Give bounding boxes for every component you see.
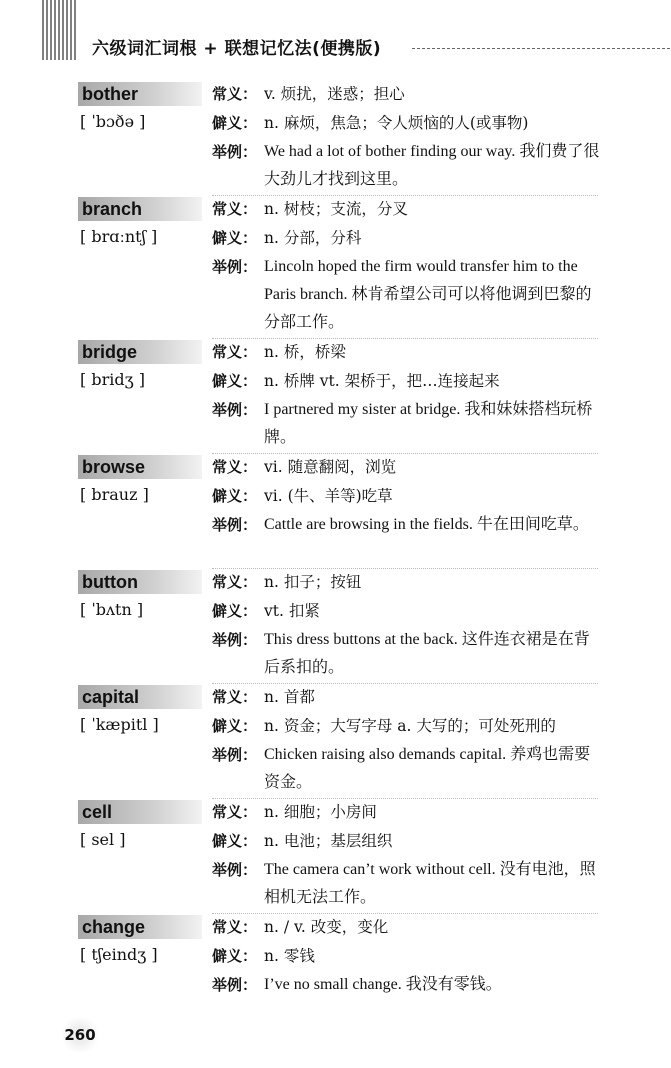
rare-label: 僻义： bbox=[212, 114, 258, 132]
phonetic: [ brɑːntʃ ] bbox=[80, 227, 158, 246]
common-label: 常义： bbox=[212, 343, 258, 361]
rare-text: n. 麻烦，焦急；令人烦恼的人(或事物) bbox=[264, 114, 529, 132]
rare-meaning bbox=[212, 827, 600, 855]
common-label: 常义： bbox=[212, 918, 258, 936]
phonetic: [ sel ] bbox=[80, 830, 126, 849]
rare-text: n. 桥牌 vt. 架桥于，把…连接起来 bbox=[264, 372, 500, 390]
example bbox=[212, 511, 600, 539]
common-label: 常义： bbox=[212, 458, 258, 476]
rare-label: 僻义： bbox=[212, 372, 258, 390]
common-meaning bbox=[212, 80, 600, 108]
common-text: n. 细胞；小房间 bbox=[264, 803, 377, 821]
rare-label: 僻义： bbox=[212, 717, 258, 735]
rare-text: n. 分部，分科 bbox=[264, 229, 362, 247]
common-text: vi. 随意翻阅，浏览 bbox=[264, 458, 397, 476]
example-label: 举例： bbox=[212, 401, 258, 419]
rare-meaning bbox=[212, 942, 600, 970]
example-text: Lincoln hoped the firm would transfer him to the Paris branch. 林肯希望公司可以将他调到巴黎的分部工作。 bbox=[264, 258, 592, 331]
entry-button bbox=[78, 568, 598, 683]
common-meaning bbox=[212, 453, 600, 481]
example-text: This dress buttons at the back. 这件连衣裙是在背后系扣的。 bbox=[264, 631, 590, 676]
rare-meaning bbox=[212, 712, 600, 740]
headword: capital bbox=[78, 685, 202, 709]
example bbox=[212, 971, 600, 999]
phonetic: [ ˈbɔðə ] bbox=[80, 112, 146, 131]
rare-label: 僻义： bbox=[212, 947, 258, 965]
common-text: n. 桥，桥梁 bbox=[264, 343, 346, 361]
phonetic: [ tʃeindʒ ] bbox=[80, 945, 158, 964]
rare-text: vi. (牛、羊等)吃草 bbox=[264, 487, 393, 505]
example-label: 举例： bbox=[212, 631, 258, 649]
common-text: n. 树枝；支流，分叉 bbox=[264, 200, 408, 218]
example-label: 举例： bbox=[212, 976, 258, 994]
entry-bridge bbox=[78, 338, 598, 453]
phonetic: [ brauz ] bbox=[80, 485, 149, 504]
rare-meaning bbox=[212, 224, 600, 252]
example-text: Chicken raising also demands capital. 养鸡也需要资金。 bbox=[264, 746, 591, 791]
phonetic: [ bridʒ ] bbox=[80, 370, 145, 389]
phonetic: [ ˈkæpitl ] bbox=[80, 715, 159, 734]
rare-label: 僻义： bbox=[212, 487, 258, 505]
common-meaning bbox=[212, 798, 600, 826]
example bbox=[212, 138, 600, 194]
common-meaning bbox=[212, 568, 600, 596]
common-text: n. 扣子；按钮 bbox=[264, 573, 362, 591]
common-meaning bbox=[212, 913, 600, 941]
header-title: 六级词汇词根 + 联想记忆法(便携版) bbox=[92, 39, 382, 59]
entry-branch bbox=[78, 195, 598, 338]
rare-text: n. 零钱 bbox=[264, 947, 315, 965]
entry-cell bbox=[78, 798, 598, 913]
common-label: 常义： bbox=[212, 803, 258, 821]
rare-label: 僻义： bbox=[212, 229, 258, 247]
rare-meaning bbox=[212, 109, 600, 137]
common-label: 常义： bbox=[212, 85, 258, 103]
rare-label: 僻义： bbox=[212, 602, 258, 620]
headword: bridge bbox=[78, 340, 202, 364]
page-number: 260 bbox=[60, 1018, 100, 1052]
example-text: We had a lot of bother finding our way. 我们费了很大劲儿才找到这里。 bbox=[264, 143, 600, 188]
example-text: I partnered my sister at bridge. 我和妹妹搭档玩桥牌。 bbox=[264, 401, 593, 446]
rare-text: vt. 扣紧 bbox=[264, 602, 320, 620]
example-text: Cattle are browsing in the fields. 牛在田间吃草。 bbox=[264, 516, 589, 533]
common-text: v. 烦扰，迷惑；担心 bbox=[264, 85, 405, 103]
example bbox=[212, 396, 600, 452]
example bbox=[212, 741, 600, 797]
entry-list bbox=[78, 80, 598, 1028]
example bbox=[212, 626, 600, 682]
headword: change bbox=[78, 915, 202, 939]
common-text: n. 首都 bbox=[264, 688, 315, 706]
example-label: 举例： bbox=[212, 861, 258, 879]
header-decoration bbox=[42, 0, 76, 60]
example bbox=[212, 856, 600, 912]
common-label: 常义： bbox=[212, 200, 258, 218]
entry-capital bbox=[78, 683, 598, 798]
rare-label: 僻义： bbox=[212, 832, 258, 850]
rare-meaning bbox=[212, 482, 600, 510]
example-text: The camera can’t work without cell. 没有电池，照相机无法工作。 bbox=[264, 861, 596, 906]
page-header bbox=[0, 0, 671, 62]
example-label: 举例： bbox=[212, 746, 258, 764]
example-label: 举例： bbox=[212, 143, 258, 161]
example-text: I’ve no small change. 我没有零钱。 bbox=[264, 976, 502, 993]
common-meaning bbox=[212, 195, 600, 223]
rare-text: n. 资金；大写字母 a. 大写的；可处死刑的 bbox=[264, 717, 556, 735]
headword: bother bbox=[78, 82, 202, 106]
common-label: 常义： bbox=[212, 573, 258, 591]
example-label: 举例： bbox=[212, 258, 258, 276]
common-label: 常义： bbox=[212, 688, 258, 706]
common-meaning bbox=[212, 683, 600, 711]
rare-text: n. 电池；基层组织 bbox=[264, 832, 393, 850]
headword: browse bbox=[78, 455, 202, 479]
entry-browse bbox=[78, 453, 598, 568]
headword: button bbox=[78, 570, 202, 594]
rare-meaning bbox=[212, 597, 600, 625]
entry-bother bbox=[78, 80, 598, 195]
example-label: 举例： bbox=[212, 516, 258, 534]
entry-change bbox=[78, 913, 598, 1028]
headword: branch bbox=[78, 197, 202, 221]
example bbox=[212, 253, 600, 337]
common-text: n. / v. 改变，变化 bbox=[264, 918, 389, 936]
header-rule bbox=[412, 48, 670, 49]
rare-meaning bbox=[212, 367, 600, 395]
common-meaning bbox=[212, 338, 600, 366]
headword: cell bbox=[78, 800, 202, 824]
phonetic: [ ˈbʌtn ] bbox=[80, 600, 144, 619]
